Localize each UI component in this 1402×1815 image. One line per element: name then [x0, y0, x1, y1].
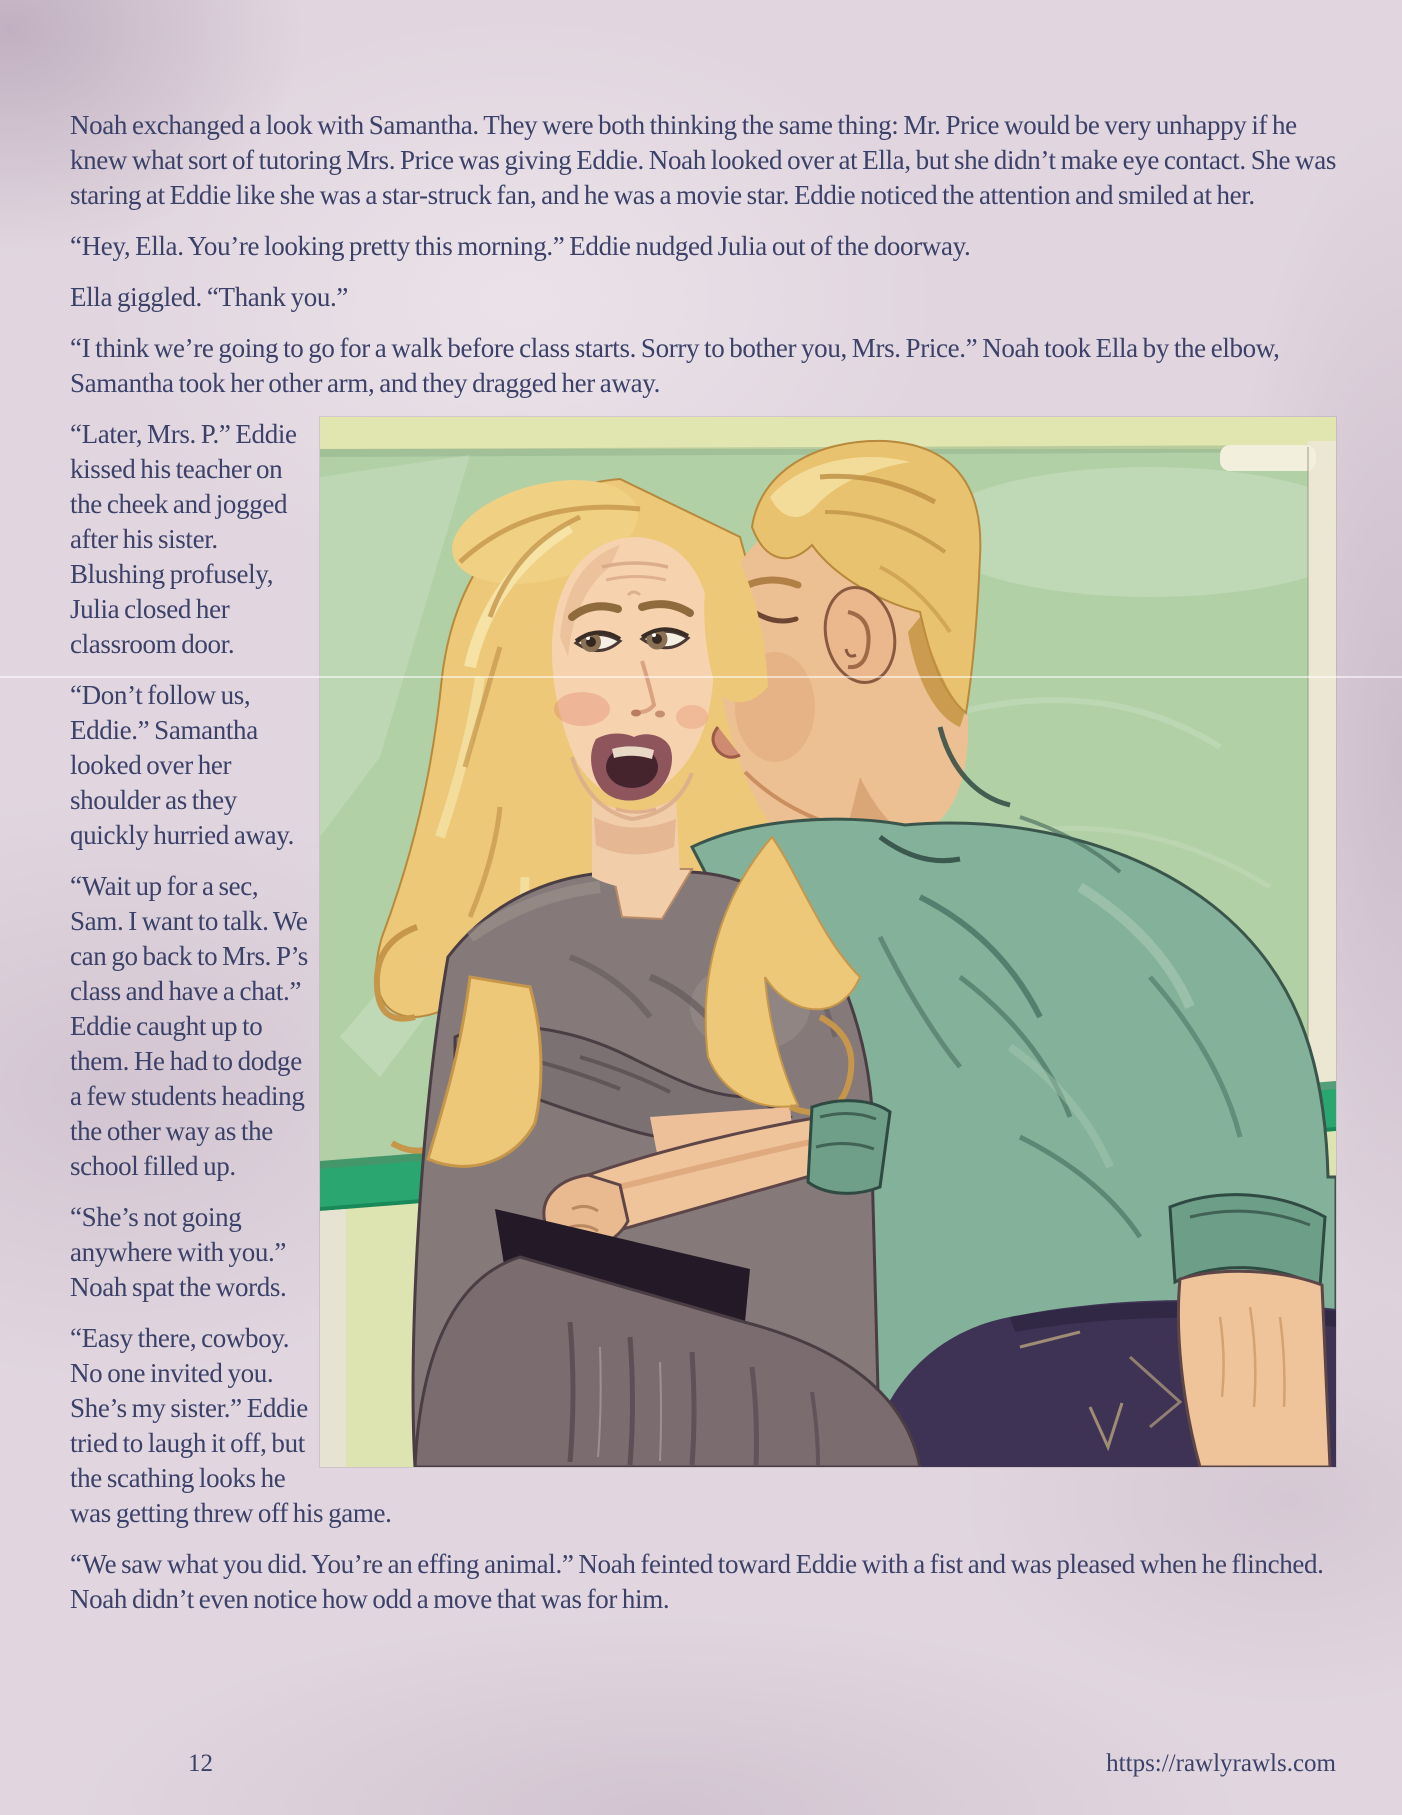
paragraph: “Don’t follow us, Eddie.” Samantha looked over her shoulder as they quickly hurried away. — [70, 680, 295, 850]
paragraph: “Later, Mrs. P.” Eddie kissed his teacher on the cheek and jogged after his sister. Blushing profusely, Julia closed her classroom door. — [70, 419, 297, 659]
page-number: 12 — [188, 1750, 213, 1777]
page-footer — [0, 1750, 1402, 1790]
paragraph: “She’s not going anywhere with you.” Noah spat the words. — [70, 1202, 287, 1302]
paragraph: Ella giggled. “Thank you.” — [70, 282, 349, 312]
paragraph: “We saw what you did. You’re an effing animal.” Noah feinted toward Eddie with a fist and was pleased when he flinched. Noah didn’t even notice how odd a move that was for him. — [70, 1549, 1324, 1614]
site-url[interactable]: https://rawlyrawls.com — [1106, 1750, 1336, 1777]
paragraph: “Hey, Ella. You’re looking pretty this morning.” Eddie nudged Julia out of the doorway. — [70, 231, 971, 261]
paragraph: “I think we’re going to go for a walk before class starts. Sorry to bother you, Mrs. Price.” Noah took Ella by the elbow, Samantha took her other arm, and they dragged her away. — [70, 333, 1280, 398]
board-top-band — [320, 417, 1336, 449]
story-illustration — [320, 417, 1336, 1467]
board-frame — [1308, 441, 1336, 1107]
paragraph: Noah exchanged a look with Samantha. They were both thinking the same thing: Mr. Price would be very unhappy if he knew what sort of tutoring Mrs. Price was giving Eddie. Noah looked over at Ella, but she didn’t make eye contact. She was staring at Eddie like she was a star-struck fan, and he was a movie star. Eddie noticed the attention and smiled at her. — [70, 110, 1336, 210]
story-text — [70, 0, 1336, 1633]
paragraph: “Wait up for a sec, Sam. I want to talk. We can go back to Mrs. P’s class and have a chat.” Eddie caught up to them. He had to dodge a few students heading the other way as the school filled up. — [70, 871, 308, 1181]
paragraph: “Easy there, cowboy. No one invited you. She’s my sister.” Eddie tried to laugh it off, but the scathing looks he was getting threw off his game. — [70, 1323, 392, 1528]
